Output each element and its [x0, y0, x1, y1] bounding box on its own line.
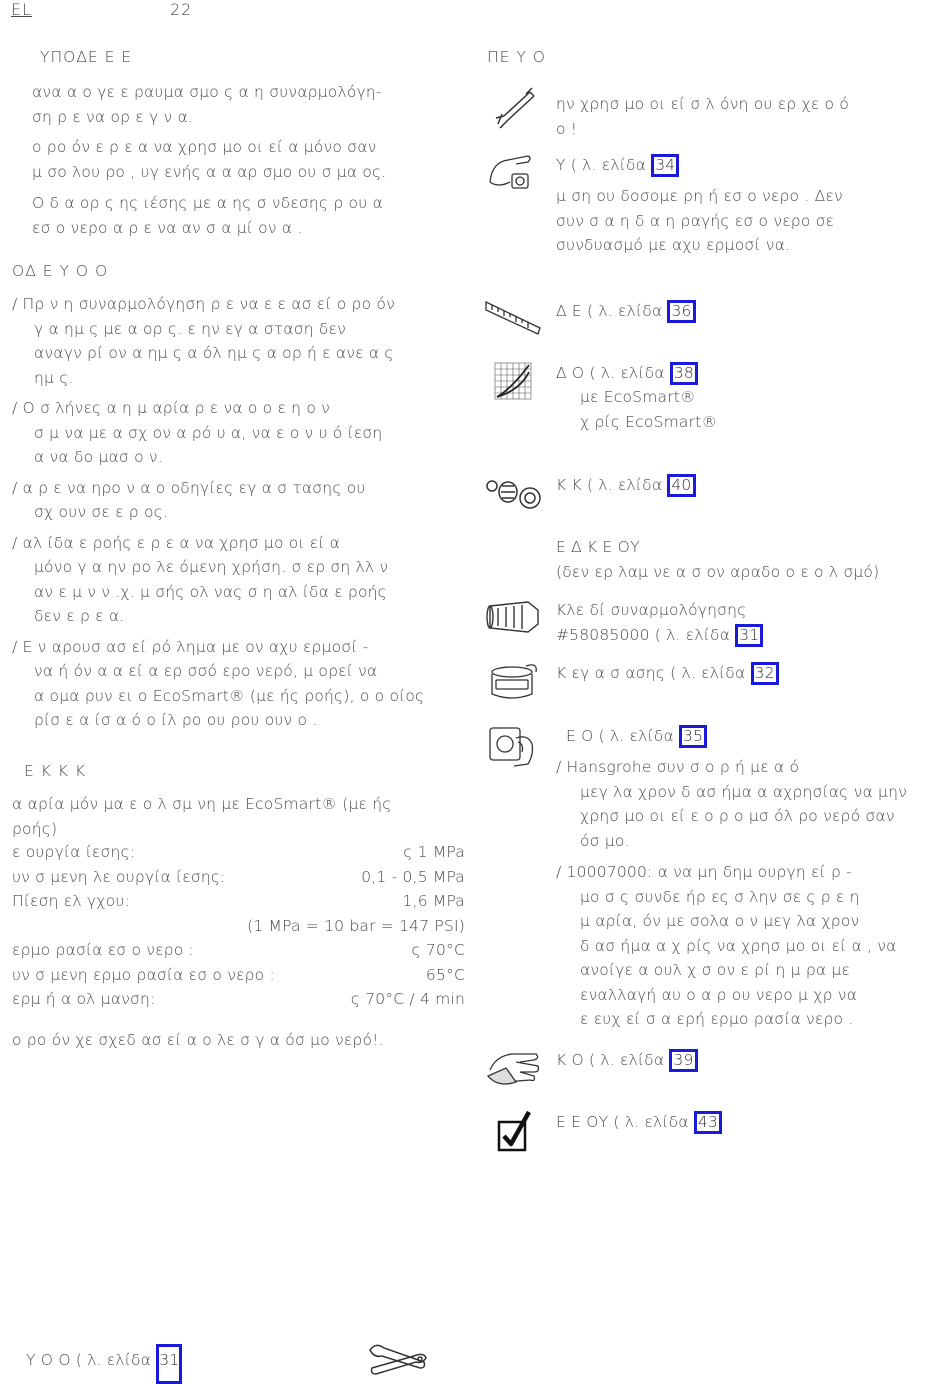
- cleaning-bullet-2: [556, 860, 907, 1032]
- spare-parts-icon: [484, 472, 544, 516]
- specs-table: [12, 840, 465, 1012]
- spec-label: υν σ μενη λε ουργία ίεσης:: [12, 867, 226, 886]
- spec-row: [12, 865, 465, 890]
- page-ref-link[interactable]: 34: [651, 154, 679, 177]
- bullet-line: μο σ ς συνδε ήρ ες σ λην σε ς ρ ε η: [580, 887, 860, 906]
- bullet-line: γ α ημ ς με α ορ ς. ε ην εγ α σταση δεν: [34, 319, 346, 338]
- assembly-key-block: [556, 598, 763, 647]
- language-code: EL: [11, 0, 33, 19]
- spec-row: [12, 889, 465, 914]
- page-ref-link[interactable]: 40: [667, 474, 695, 497]
- bullet-line: μόνο γ α ην ρο λε όμενη χρήση. σ ερ ση λλ ν: [34, 558, 389, 576]
- install-kit-title: [556, 661, 779, 686]
- spec-value: 1,6 MPa: [402, 892, 465, 910]
- footer-note: ο ρο όν χε σχεδ ασ εί α ο λε σ γ α όσ μο νερό!.: [12, 1031, 384, 1049]
- spec-row: [12, 938, 465, 963]
- bullet-line: / α ρ ε να ηρο ν α ο οδηγίες εγ α σ τασης ου: [12, 478, 366, 497]
- bullet-3: [12, 476, 424, 525]
- text-line: συνδυασμό με αχυ ερμοσί να.: [556, 236, 791, 254]
- spec-value: ς 70°C / 4 min: [350, 990, 465, 1008]
- accessories-subtitle: (δεν ερ λαμ νε α σ ον αραδο ο ε ο λ σμό): [556, 562, 880, 581]
- hand-thermostat-icon: [488, 152, 534, 198]
- bullet-line: ρίσ ε α ίσ α ό ο ίλ ρο ου ρου ουν ο .: [34, 711, 318, 729]
- bottom-service-title: [26, 1344, 182, 1384]
- install-kit-icon: [488, 662, 540, 706]
- spec-label: ε ουργία ίεσης:: [12, 843, 136, 861]
- specs-intro-line: α αρία μόν μα ε ο λ σμ νη με EcoSmart® (με ής: [12, 795, 392, 813]
- bullet-4: [12, 531, 424, 629]
- spec-row: [12, 914, 465, 939]
- spec-label: Πίεση ελ γχου:: [12, 892, 130, 910]
- cleaning-title-text: Ε Ο ( λ. ελίδα: [566, 727, 680, 745]
- page-ref-link[interactable]: 32: [751, 662, 779, 685]
- spec-label: ερμο ρασία εσ ο νερο :: [12, 941, 194, 959]
- bullet-line: α να δο μασ ο ν.: [34, 448, 163, 466]
- bullet-line: / Πρ ν η συναρμολόγηση ρ ε να ε ε ασ εί ο ρο όν: [12, 295, 395, 313]
- page-ref-link[interactable]: 39: [669, 1049, 697, 1072]
- assembly-key-icon: [484, 598, 542, 642]
- para-line: Ο δ α ορ ς ης ιέσης με α ης σ νδεσης ρ ου α: [32, 194, 383, 212]
- spare-parts-title-text: Κ Κ ( λ. ελίδα: [556, 476, 668, 494]
- assembly-key-label: Κλε δί συναρμολόγησης: [556, 601, 747, 619]
- section-title-instructions: ΟΔ Ε Υ Ο Ο: [12, 262, 109, 280]
- bottom-title-text: Υ Ο Ο ( λ. ελίδα: [26, 1351, 157, 1369]
- bullet-line: δεν ε ρ ε α.: [34, 607, 125, 625]
- bullet-line: / Ο σ λήνες α η μ αρία ρ ε να ο ο ε η ο ν: [12, 399, 330, 417]
- spec-label: ερμ ή α ολ μανση:: [12, 990, 156, 1008]
- ruler-icon: [484, 298, 542, 342]
- bullet-line: σχ ουν σε ε ρ ος.: [34, 503, 169, 521]
- bullet-line: μεγ λα χρον δ ασ ήμα α αχρησίας να μην: [580, 782, 907, 801]
- para-line: ο ρο όν ε ρ ε α να χρησ μο οι εί α μόνο σαν: [32, 138, 377, 156]
- accessories-block: [556, 535, 879, 584]
- care-title-text: Κ Ο ( λ. ελίδα: [556, 1051, 670, 1069]
- hot-water-text: [556, 184, 843, 258]
- cleaning-bullets: [556, 755, 907, 1032]
- spec-value: (1 MPa = 10 bar = 147 PSI): [247, 916, 465, 935]
- text-line: μ ση ου δοσομε ρη ή εσ ο νερο . Δεν: [556, 187, 843, 205]
- bullet-line: / Hansgrohe συν σ ο ρ ή με α ό: [556, 758, 800, 776]
- para-line: ση ρ ε να ορ ε γ ν α.: [32, 107, 194, 126]
- spec-row: [12, 963, 465, 988]
- bullet-line: / αλ ίδα ε ροής ε ρ ε α να χρησ μο οι εί α: [12, 533, 341, 552]
- bullet-5: [12, 635, 424, 733]
- page-ref-link[interactable]: 31: [735, 624, 763, 647]
- bullet-line: α ομα ρυν ει ο EcoSmart® (με ής ροής), ο ο οίος: [34, 686, 425, 705]
- para-line: μ σο λου ρο , υγ ενής α α αρ σμο ου σ μα ος.: [32, 162, 387, 181]
- hot-water-title: [556, 153, 679, 178]
- spec-row: [12, 987, 465, 1012]
- bullet-2: [12, 396, 424, 470]
- bullet-line: να ή όν α α εί α ερ σσό ερο νερό, μ ορεί να: [34, 662, 378, 680]
- bullet-line: / Ε ν αρουσ ασ εί ρό λημα με ον αχυ ερμοσί -: [12, 637, 369, 656]
- bullet-line: / 10007000: α να μη δημ ουργη εί ρ -: [556, 863, 852, 881]
- page-ref-link[interactable]: 43: [694, 1111, 722, 1134]
- bullet-line: αν ε μ ν ν .χ. μ σής ολ νας σ η αλ ίδα ε ροής: [34, 582, 387, 601]
- flow-variant: με EcoSmart®: [580, 388, 696, 406]
- warning-line: ην χρησ μο οι εί σ λ όνη ου ερ χε ο ό: [556, 95, 850, 113]
- section-title-requirements: ΥΠΟΔΕ Ε Ε: [40, 48, 133, 66]
- care-title: [556, 1048, 698, 1073]
- specs-intro-line: ροής): [12, 819, 58, 838]
- section-title-technical-data: Ε Κ Κ Κ: [24, 762, 87, 780]
- test-title: [556, 1110, 722, 1135]
- hand-cloth-icon: [486, 1048, 544, 1092]
- warning-line: ο !: [556, 119, 578, 138]
- assembly-key-number: #58085000 ( λ. ελίδα: [556, 625, 736, 644]
- flow-variant: χ ρίς EcoSmart®: [580, 412, 718, 431]
- bullet-list: [12, 292, 424, 733]
- flow-title: [556, 361, 698, 386]
- spare-parts-title: [556, 473, 696, 498]
- paragraph-1: [32, 80, 382, 129]
- bullet-line: ανοίγε α ουλ χ σ ον ε ρί η μ ρα με: [580, 961, 851, 979]
- bullet-line: χρησ μο οι εί ε ο ρ ο μσ όλ ρο νερό σαν: [580, 807, 895, 825]
- bullet-line: εναλλαγή αυ ο α ρ ου νερο μ χρ να: [580, 985, 858, 1004]
- silicone-gun-icon: [490, 88, 538, 134]
- flow-title-text: Δ Ο ( λ. ελίδα: [556, 364, 670, 382]
- hot-water-title-text: Υ ( λ. ελίδα: [556, 156, 652, 174]
- bullet-line: δ ασ ήμα α χ ρίς να χρησ μο οι εί α , να: [580, 936, 897, 955]
- spec-value: ς 70°C: [411, 941, 465, 959]
- specs-intro: [12, 792, 392, 841]
- page-ref-link[interactable]: 31: [156, 1344, 182, 1384]
- page-ref-link[interactable]: 36: [667, 300, 695, 323]
- bullet-line: ημ ς.: [34, 368, 74, 387]
- text-line: συν σ α η δ α η ραγής εσ ο νερο σε: [556, 211, 835, 230]
- spec-value: ς 1 MPa: [403, 843, 465, 861]
- checkbox-icon: [498, 1110, 532, 1156]
- paragraph-3: [32, 191, 383, 240]
- cleaning-title: [566, 724, 707, 749]
- test-title-text: Ε Ε ΟΥ ( λ. ελίδα: [556, 1113, 694, 1131]
- accessories-title: Ε Δ Κ Ε ΟΥ: [556, 538, 640, 556]
- para-line: εσ ο νερο α ρ ε να αν σ α μί ον α .: [32, 218, 303, 237]
- page-ref-link[interactable]: 35: [679, 725, 707, 748]
- spec-label: υν σ μενη ερμο ρασία εσ ο νερο :: [12, 965, 275, 984]
- hand-valve-icon: [488, 724, 538, 772]
- bullet-line: αναγν ρί ον α ημ ς α όλ ημ ς α ορ ή ε ανε α ς: [34, 344, 394, 362]
- page-header: [11, 0, 32, 19]
- cleaning-bullet-1: [556, 755, 907, 853]
- install-kit-title-text: Κ εγ α σ ασης ( λ. ελίδα: [556, 664, 751, 682]
- paragraph-2: [32, 135, 386, 184]
- dimensions-title: [556, 299, 696, 324]
- spec-row: [12, 840, 465, 865]
- bullet-line: σ μ να με α σχ ον α ρό υ α, να ε ο ν υ ό ίεση: [34, 423, 383, 442]
- para-line: ανα α ο γε ε ραυμα σμο ς α η συναρμολόγη-: [32, 83, 382, 101]
- bullet-line: μ αρία, όν με σολα ο ν μεγ λα χρον: [580, 912, 860, 930]
- spec-value: 65°C: [425, 965, 465, 984]
- page-number: 22: [170, 0, 193, 19]
- bullet-line: όσ μο.: [580, 831, 630, 850]
- flow-diagram-icon: [494, 362, 532, 404]
- silicone-warning: [556, 92, 849, 141]
- bullet-line: ε ευχ εί σ α ερή ερμο ρασία νερο .: [580, 1010, 854, 1028]
- tools-icon: [368, 1342, 428, 1380]
- flow-variants: [580, 385, 717, 434]
- page-ref-link[interactable]: 38: [670, 362, 698, 385]
- bullet-1: [12, 292, 424, 390]
- spec-value: 0,1 - 0,5 MPa: [361, 867, 465, 886]
- dimensions-title-text: Δ Ε ( λ. ελίδα: [556, 302, 668, 320]
- section-title-safety: ΠΕ Υ Ο: [487, 48, 546, 66]
